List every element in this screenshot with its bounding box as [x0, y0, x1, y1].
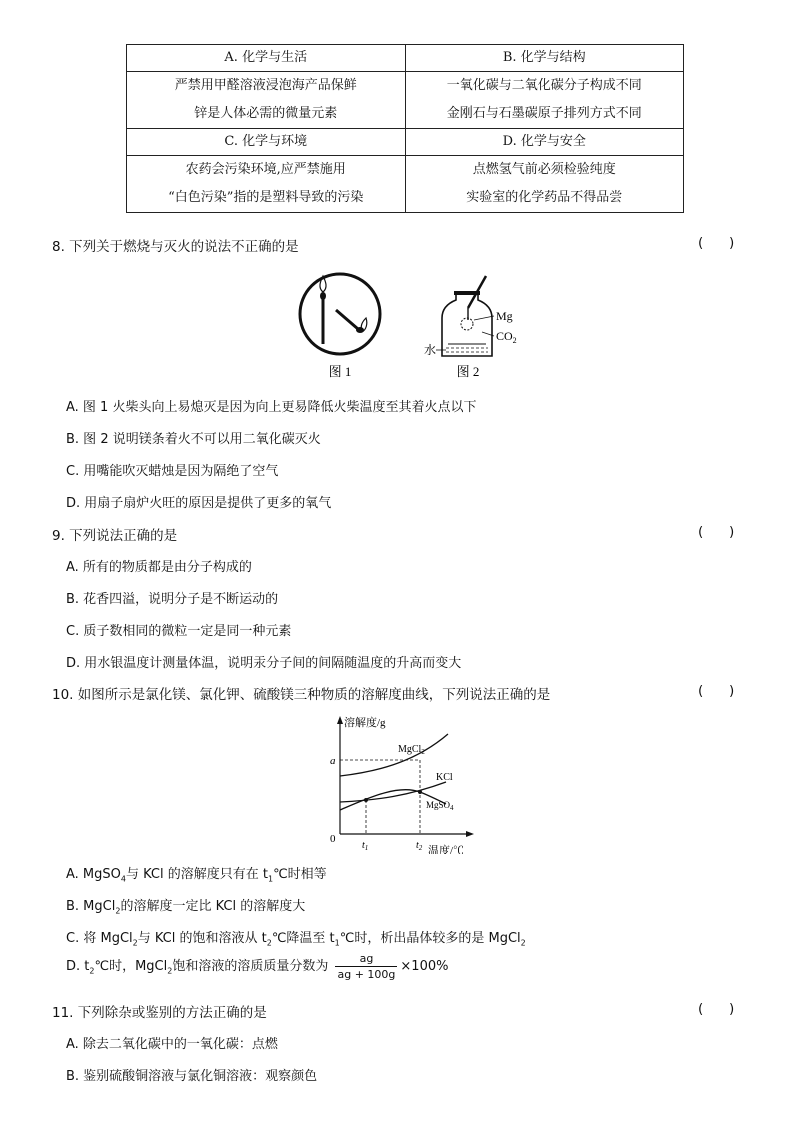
- cell-b-title: B. 化学与结构: [406, 45, 684, 72]
- knowledge-table: [126, 44, 684, 213]
- mgso4-series-label: MgSO$_4$: [426, 800, 454, 812]
- x-axis-label: 温度/℃: [428, 845, 465, 854]
- fig2-water-label: 水: [424, 343, 437, 357]
- cell-d: [405, 129, 684, 213]
- q11-option-a: A. 除去二氧化碳中的一氧化碳：点燃: [66, 1037, 278, 1052]
- figure-1-matches: [300, 274, 380, 354]
- cell-d-title: D. 化学与安全: [406, 129, 684, 156]
- fig2-caption: 图 2: [456, 364, 480, 379]
- q10-option-b: B. MgCl$_2$的溶解度一定比 KCl 的溶解度大: [66, 899, 306, 916]
- cell-b: [405, 45, 684, 129]
- q8-option-b: B. 图 2 说明镁条着火不可以用二氧化碳灭火: [66, 432, 321, 447]
- fig1-caption: 图 1: [328, 364, 352, 379]
- q8-answer-paren: ( ): [698, 235, 735, 251]
- y-axis-label: 溶解度/g: [344, 717, 386, 729]
- t2-intersection-point: [418, 790, 422, 794]
- q9-option-a: A. 所有的物质都是由分子构成的: [66, 560, 252, 575]
- q11-answer-paren: ( ): [698, 1001, 735, 1017]
- q9-option-c: C. 质子数相同的微粒一定是同一种元素: [66, 624, 292, 639]
- t1-intersection-point: [364, 798, 368, 802]
- figure-2-mg-in-co2: [436, 276, 494, 356]
- x-axis-arrow: [466, 831, 474, 837]
- cell-c-line2: “白色污染”指的是塑料导致的污染: [168, 190, 364, 205]
- origin-label: 0: [330, 833, 336, 845]
- q9-option-b: B. 花香四溢，说明分子是不断运动的: [66, 592, 279, 607]
- cell-c: [127, 129, 406, 213]
- cell-c-line1: 农药会污染环境,应严禁施用: [185, 162, 346, 177]
- q8-option-d: D. 用扇子扇炉火旺的原因是提供了更多的氧气: [66, 496, 332, 511]
- mgcl2-series-label: MgCl$_2$: [398, 744, 425, 756]
- a-label: a: [330, 755, 336, 767]
- q9-answer-paren: ( ): [698, 524, 735, 540]
- cell-b-line1: 一氧化碳与二氧化碳分子构成不同: [446, 78, 642, 93]
- q10-option-c: C. 将 MgCl$_2$与 KCl 的饱和溶液从 $t_2℃$降温至 $t_1℃$时，析出晶体较多的是 MgCl$_2$: [66, 931, 526, 948]
- fig2-co2-label: $CO_2$: [496, 329, 517, 345]
- q10-stem: 10. 如图所示是氯化镁、氯化钾、硫酸镁三种物质的溶解度曲线，下列说法正确的是: [52, 687, 551, 703]
- t2-label: $t_2$: [416, 840, 423, 852]
- q8-stem: 8. 下列关于燃烧与灭火的说法不正确的是: [52, 239, 299, 255]
- cell-c-title: C. 化学与环境: [127, 129, 405, 156]
- y-axis-arrow: [337, 716, 343, 724]
- q9-option-d: D. 用水银温度计测量体温，说明汞分子间的间隔随温度的升高而变大: [66, 656, 462, 671]
- cell-a-line2: 锌是人体必需的微量元素: [194, 106, 338, 121]
- q8-figures: [296, 272, 526, 384]
- t1-label: $t_1$: [362, 840, 369, 852]
- cell-b-line2: 金刚石与石墨碳原子排列方式不同: [446, 106, 642, 121]
- mass-fraction: $\frac{ag}{ag + 100g}$: [337, 952, 396, 981]
- q10-option-d: D. $t_2℃$时，MgCl$_2$饱和溶液的溶质质量分数为 $\frac{ag}{ag + 100g}$ ×100%: [66, 952, 449, 981]
- cell-a-title: A. 化学与生活: [127, 45, 405, 72]
- q10-option-a: A. MgSO$_4$与 KCl 的溶解度只有在 $t_1℃$时相等: [66, 867, 327, 884]
- solubility-chart: [318, 712, 488, 854]
- fig2-mg-label: Mg: [496, 309, 513, 323]
- cell-d-line2: 实验室的化学药品不得品尝: [466, 190, 623, 205]
- q9-stem: 9. 下列说法正确的是: [52, 528, 178, 544]
- q8-option-c: C. 用嘴能吹灭蜡烛是因为隔绝了空气: [66, 464, 279, 479]
- kcl-series-label: KCl: [436, 772, 453, 783]
- q11-option-b: B. 鉴别硫酸铜溶液与氯化铜溶液：观察颜色: [66, 1069, 318, 1084]
- cell-d-line1: 点燃氢气前必须检验纯度: [472, 162, 616, 177]
- mgcl2-curve: [340, 734, 448, 776]
- cell-a-line1: 严禁用甲醛溶液浸泡海产品保鲜: [174, 78, 357, 93]
- q8-option-a: A. 图 1 火柴头向上易熄灭是因为向上更易降低火柴温度至其着火点以下: [66, 400, 477, 415]
- q11-stem: 11. 下列除杂或鉴别的方法正确的是: [52, 1005, 267, 1021]
- q10-answer-paren: ( ): [698, 683, 735, 699]
- cell-a: [127, 45, 406, 129]
- kcl-curve: [340, 782, 446, 802]
